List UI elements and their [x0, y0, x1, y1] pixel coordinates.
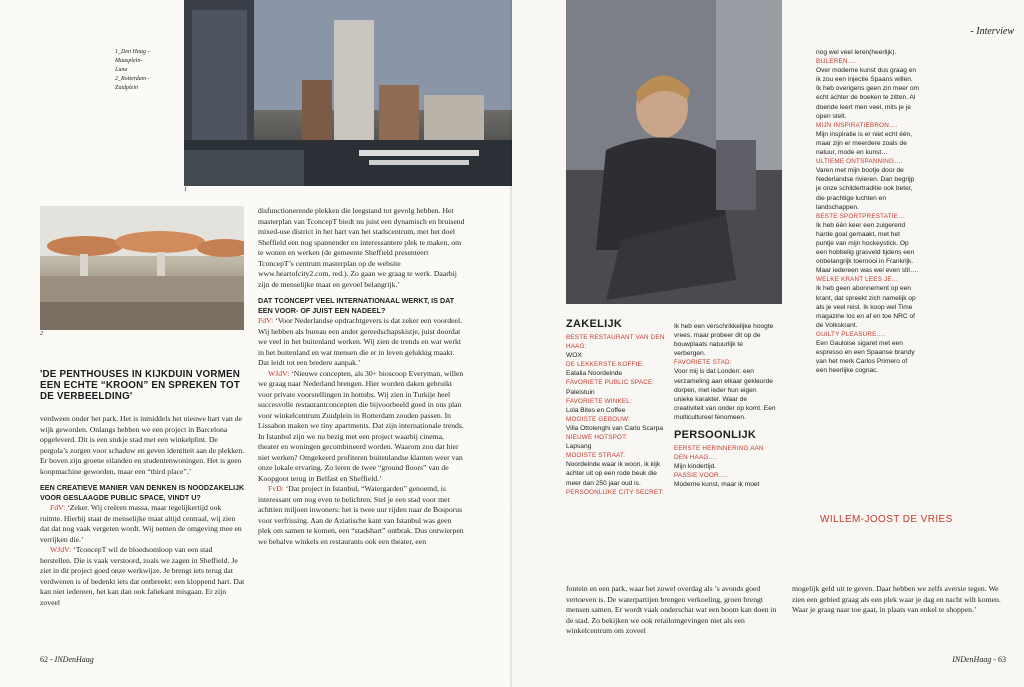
paragraph: mogelijk geld uit te geven. Daar hebben we zelfs aversie tegen. We zien een gebied graag als een plek waar je dag en nacht wilt komen. Waar je graag naar toe gaat, in plaats van enkel te shoppen.’: [792, 584, 1001, 614]
article-column-1: [40, 414, 245, 608]
page-folio-left: 62 - INDenHaag: [40, 655, 94, 664]
list-label: WELKE KRANT LEES JE…: [816, 276, 899, 284]
answer-text: ‘Nieuwe concepten, als 30+ bioscoop Everyman, willen we graag naar Nederland brengen. Hier worden daken gebruikt voor private voorstellingen in hottubs. Wij zien in Turkije heel succesvolle restaurantconcepten die bijvoorbeeld goed in ons plan voor winkelcentrum Zuidplein in Rotterdam zouden passen. In Lissabon maken we tiny apartments. Dat zijn internationale trends. In Istanbul zijn we nu bezig met een project waarbij cinema, theater en woningen gecombineerd worden. Waarom zou dat hier niet werken? Omgekeerd profiteren buitenlandse klanten weer van onze lokale ervaring. Zo leren de twee “ground floors” van de Koopgoot terug in Belfast en Sheffield.’: [258, 368, 464, 483]
section-heading-persoonlijk: PERSOONLIJK: [674, 429, 757, 442]
section-heading-zakelijk: ZAKELIJK: [566, 318, 623, 330]
list-label: MOOISTE STRAAT:: [566, 452, 626, 460]
list-label: NIEUWE HOTSPOT:: [566, 434, 628, 442]
list-value: Lapsang: [566, 443, 592, 451]
zakelijk-list-col1: [566, 333, 671, 497]
list-value: Voor mij is dat Londen: een verzameling aan elkaar gekleurde dorpen, met ieder hun eigen unieke karakter. Waar de creativiteit van onder op komt. Een multicultureel fenomeen.: [674, 368, 776, 421]
speaker-tag: WJdV:: [50, 545, 72, 554]
caption-line: 2_Rotterdam -: [115, 76, 150, 82]
photo-portrait: [566, 0, 782, 304]
list-value: Moderne kunst, maar ik moet: [674, 481, 760, 489]
list-value: Varen met mijn bootje door de Nederlandse rivieren. Dan begrijp je onze schildertraditie ook beter, die prachtige luchten en landschappen.: [816, 167, 915, 211]
persoonlijk-list-col3: [816, 48, 919, 375]
list-label: DE LEKKERSTE KOFFIE:: [566, 361, 644, 369]
caption-line: Maasplein-: [115, 58, 143, 64]
answer-text: ‘Voor Nederlandse opdrachtgevers is dat zeker een voordeel. Wij hebben als bureau een ander gereedschapskistje, juist doordat we veel in het buitenland werken. Wij zien de trends en wat werkt in het buitenland en wat mensen die er in leven gelukkig maakt. Dat leidt tot een bredere aanpak.’: [258, 316, 463, 367]
photo-number-2: 2: [40, 331, 43, 337]
photo-portrait-illustration: [566, 0, 782, 304]
photo-zuidplein: [40, 206, 244, 330]
list-value: Ik heb een verschrikkelijke hoogte vrees, maar probeer dit op de bouwplaats natuurlijk te verbergen.: [674, 323, 774, 358]
list-value: Mijn kindertijd.: [674, 463, 717, 471]
photo-maasplein: [184, 0, 512, 186]
zakelijk-list-col2: [674, 322, 776, 490]
right-page: [512, 0, 1024, 687]
list-label: PASSIE VOOR….: [674, 472, 728, 480]
list-value: Villa Ottolenghi van Carlo Scarpa: [566, 424, 664, 432]
answer-text: ‘TconcepT wil de bloedsomloop van een stad herstellen. Die is vaak verstoord, zoals we zagen in Sheffield. Je ziet in dit project goed onze werkwijze. Je brengt iets terug dat verdwenen is of bedenkt iets dat ontbreekt: een kloppend hart. Dat kan niet iedereen, het kan dan ook faliekant misgaan. Er zijn zoveel: [40, 545, 245, 607]
interview-question: EEN CREATIEVE MANIER VAN DENKEN IS NOODZAKELIJK VOOR GESLAAGDE PUBLIC SPACE, VINDT U?: [40, 483, 245, 502]
list-value: nog wel veel leren(heerlijk).: [816, 49, 897, 56]
list-value: Over moderne kunst dus graag en ik zou een injectie Spaans willen. Ik heb overigens geen zin meer om echt achter de boeken te zitten. Al doende leert men veel, mits je je open stelt.: [816, 67, 919, 120]
section-tag: - Interview: [970, 26, 1014, 37]
list-label: MIJN INSPIRATIEBRON….: [816, 121, 898, 129]
answer-text: ‘Dat project in Istanbul, “Watergarden” genoemd, is interessant om nog even te belichten. Stel je een stad voor met achttien miljoen inwoners: het is twee uur rijden naar de Bosporus voor verfrissing. Aan de Aziatische kant van Istanbul was geen plek om samen te komen, een “stadshart” ontbrak. Dus ontwierpen we behalve winkels en restaurants ook een theater, een: [258, 484, 464, 546]
speaker-tag: FdV:: [50, 503, 66, 512]
photo-caption: [115, 48, 175, 93]
answer-text: ‘Zeker. Wij creëren massa, maar tegelijkertijd ook ruimte. Hierbij staat de menselijke maat altijd centraal, wij zien dat dat nog vaak vergeten wordt. Wij nemen de omgeving mee en verrijken die.’: [40, 503, 242, 544]
article-column-2: [258, 206, 465, 547]
list-value: Ik heb geen abonnement op een krant, dat spreekt zich namelijk op als je veel reist. Ik koop wel Time magazine los en af en toe NRC of de Volkskrant.: [816, 285, 916, 329]
photo-zuidplein-illustration: [40, 206, 244, 330]
list-value: WOX: [566, 352, 582, 360]
author-byline: WILLEM-JOOST DE VRIES: [820, 514, 953, 525]
list-label: EERSTE HERINNERING AAN DEN HAAG….: [674, 445, 764, 462]
caption-line: Luna: [115, 67, 128, 73]
page-number: 63: [998, 655, 1006, 664]
caption-line: 1_Den Haag –: [115, 49, 151, 55]
list-label: FAVORIETE STAD:: [674, 359, 732, 367]
list-value: Mijn inspiratie is er niet echt één, maar zijn er meerdere zoals de natuur, mode en kunst…: [816, 130, 913, 157]
caption-line: Zuidplein: [115, 85, 139, 91]
list-label: BIJLEREN….: [816, 58, 857, 66]
list-value: Eatalia Noordeinde: [566, 370, 623, 378]
paragraph: disfunctionerende plekken die leegstand tot gevolg hebben. Het masterplan van TconcepT biedt nu juist een dynamisch en bruisend mixed-use district in het hart van het stadscentrum, met het doel Sheffield een nog spannender en interessantere plek te maken, om te wonen en werken (de gemeente Sheffield presenteert TconcepT’s centrum masterplan op de website www.heartofcity2.com, red.). Zo gaan we graag te werk. Daarbij zijn de menselijke maat en gevoel belangrijk.’: [258, 206, 465, 289]
photo-maasplein-illustration: [184, 0, 512, 186]
list-value: Ik heb één keer een zuigerend harde goal gemaakt, met het puntje van mijn hockeystick. Op een hobbelig grasveld tijdens een onbelangrijk toernooi in Frankrijk. Maar iedereen was wel even stil….: [816, 221, 919, 275]
list-label: BESTE RESTAURANT VAN DEN HAAG:: [566, 334, 665, 351]
article-column-3: [566, 584, 778, 637]
pull-quote: 'DE PENTHOUSES IN KIJKDUIN VORMEN EEN ECHTE “KROON” EN SPREKEN TOT DE VERBEELDING': [40, 369, 241, 402]
list-label: BESTE SPORTPRESTATIE…: [816, 212, 905, 220]
photo-number-1: 1: [184, 187, 187, 193]
speaker-tag: FdV:: [258, 316, 274, 325]
page-number: 62: [40, 655, 48, 664]
list-value: Een Gauloise sigaret met een espresso en een Spaanse brandy van het merk Carlos Primero of een heerlijke cognac.: [816, 340, 915, 375]
list-value: Paleistuin: [566, 388, 595, 396]
page-folio-right: INDenHaag - 63: [952, 655, 1006, 664]
list-label: GUILTY PLEASURE….: [816, 330, 885, 338]
speaker-tag: WJdV:: [268, 368, 290, 378]
list-label: FAVORIETE WINKEL:: [566, 397, 632, 405]
list-label: FAVORIETE PUBLIC SPACE:: [566, 379, 655, 387]
paragraph: verdween onder het park. Het is inmiddels het nieuwe hart van de wijk geworden. Onlangs hebben we een project in Barcelona opgeleverd. Dit is een stukje stad met een winkelplint. De pergola’s zorgen voor schaduw en geven identiteit aan de plekken. Er boven zijn groene eilanden en studentenwoningen. Het is geen koopmachine geworden, maar een “third place”.’: [40, 414, 245, 476]
list-value: Lola Bites en Coffee: [566, 406, 626, 414]
magazine-name: INDenHaag: [952, 655, 992, 664]
list-value: Noordeinde waar ik woon, ik kijk achter uit op een rode beuk die meer dan 250 jaar oud is.: [566, 461, 661, 487]
speaker-tag: FvD:: [268, 484, 284, 493]
article-column-4: [792, 584, 1004, 616]
magazine-name: INDenHaag: [54, 655, 94, 664]
list-label: MOOISTE GEBOUW:: [566, 415, 631, 423]
list-label: ULTIEME ONTSPANNING….: [816, 158, 903, 166]
interview-question: DAT TCONCEPT VEEL INTERNATIONAAL WERKT, IS DAT EEN VOOR- OF JUIST EEN NADEEL?: [258, 296, 455, 315]
paragraph: fontein en een park, waar het zowel overdag als ’s avonds goed vertoeven is. De waterpartijen brengen verkoeling, groen brengt mensen samen. Er wordt vaak onderschat wat een boom kan doen in de stad. Zo bekijken we ook retailomgevingen niet als een winkelcentrum om zoveel: [566, 584, 777, 635]
list-label: PERSOONLIJKE CITY SECRET:: [566, 488, 664, 496]
